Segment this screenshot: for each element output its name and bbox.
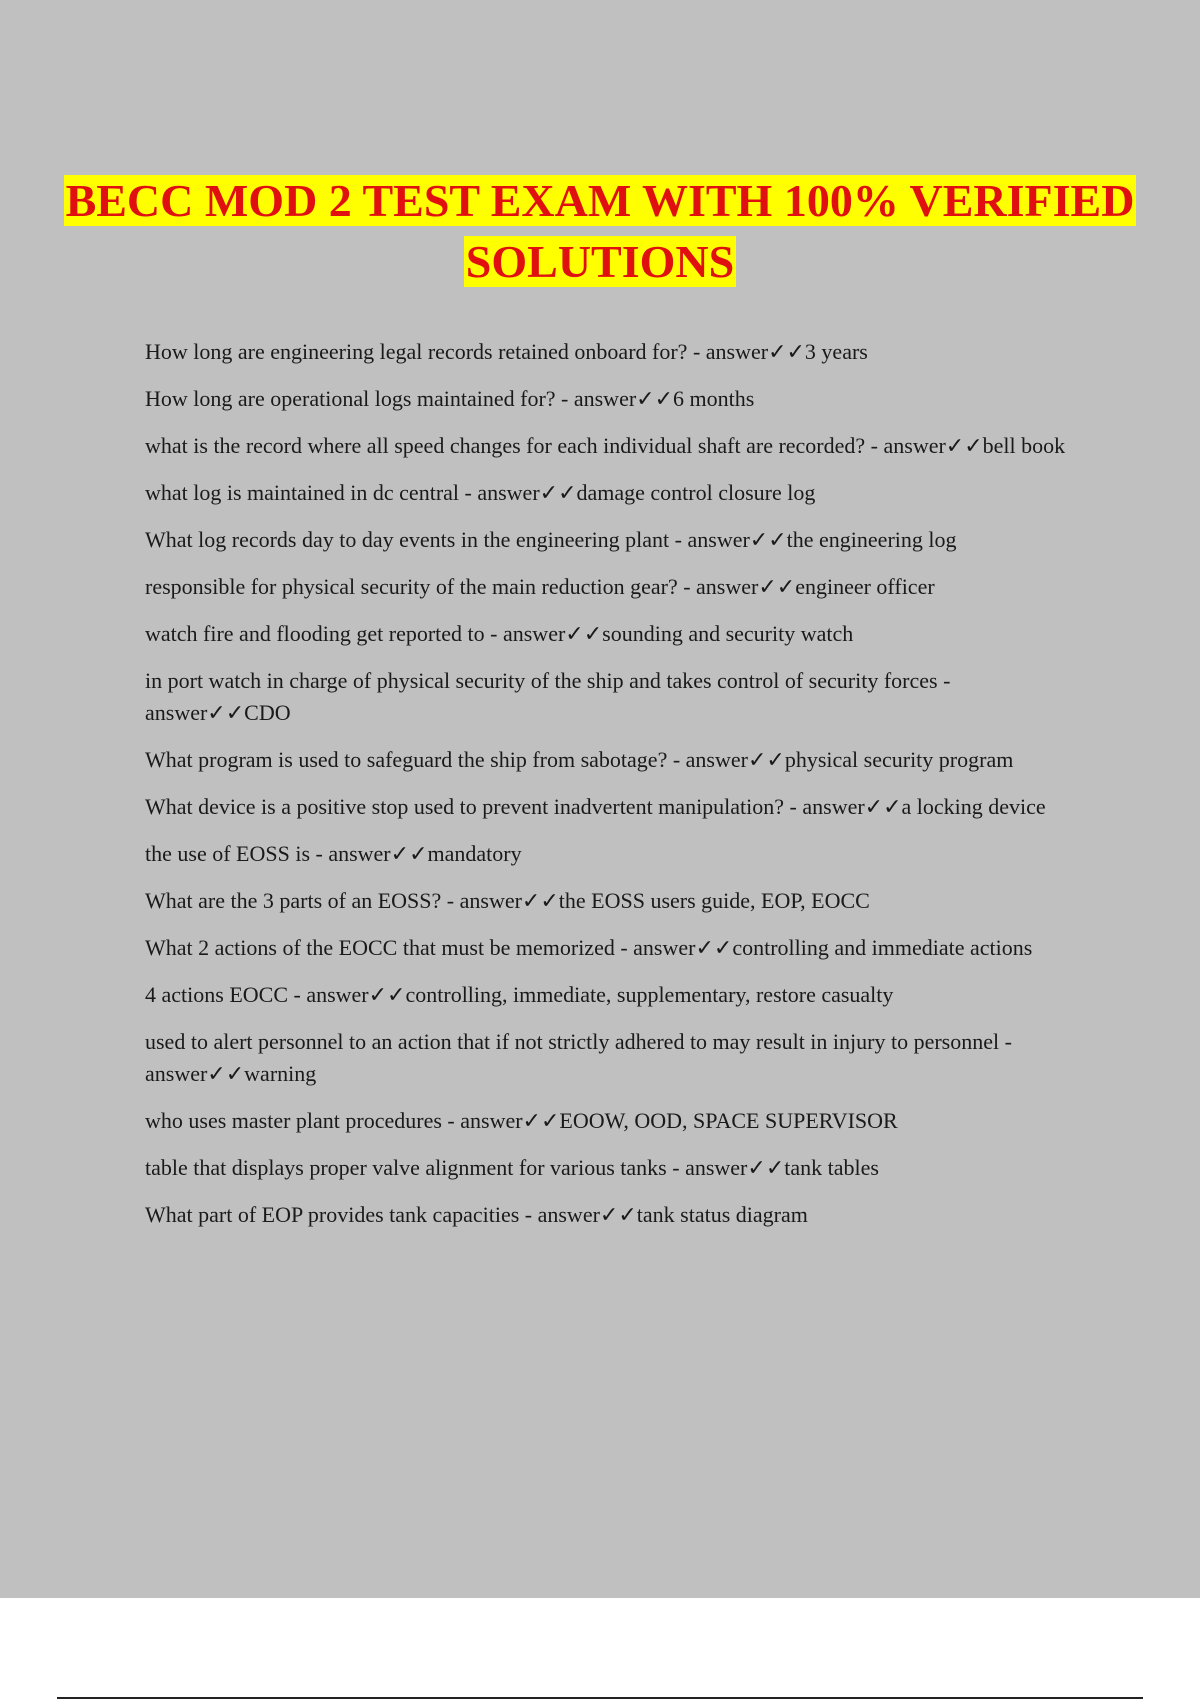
qa-item: who uses master plant procedures - answer✓✓EOOW, OOD, SPACE SUPERVISOR (145, 1108, 898, 1133)
qa-item: 4 actions EOCC - answer✓✓controlling, immediate, supplementary, restore casualty (145, 982, 894, 1007)
qa-item: What part of EOP provides tank capacities - answer✓✓tank status diagram (145, 1202, 808, 1227)
document-title: BECC MOD 2 TEST EXAM WITH 100% VERIFIED SOLUTIONS (65, 175, 1135, 287)
qa-item: What device is a positive stop used to prevent inadvertent manipulation? - answer✓✓a locking device (145, 794, 1046, 819)
footer-divider (57, 1697, 1143, 1699)
qa-item: table that displays proper valve alignment for various tanks - answer✓✓tank tables (145, 1155, 879, 1180)
qa-item: What log records day to day events in the engineering plant - answer✓✓the engineering log (145, 527, 957, 552)
qa-item: watch fire and flooding get reported to - answer✓✓sounding and security watch (145, 621, 854, 646)
qa-item: what is the record where all speed changes for each individual shaft are recorded? - answer✓✓bell book (145, 433, 1066, 458)
qa-item: What 2 actions of the EOCC that must be memorized - answer✓✓controlling and immediate actions (145, 935, 1033, 960)
qa-item: responsible for physical security of the main reduction gear? - answer✓✓engineer officer (145, 574, 935, 599)
qa-item: How long are operational logs maintained for? - answer✓✓6 months (145, 386, 755, 411)
qa-item: the use of EOSS is - answer✓✓mandatory (145, 841, 522, 866)
qa-item: in port watch in charge of physical security of the ship and takes control of security forces - answer✓✓CDO (145, 668, 951, 725)
qa-item: What are the 3 parts of an EOSS? - answer✓✓the EOSS users guide, EOP, EOCC (145, 888, 870, 913)
qa-item: How long are engineering legal records retained onboard for? - answer✓✓3 years (145, 339, 868, 364)
qa-item: what log is maintained in dc central - answer✓✓damage control closure log (145, 480, 816, 505)
title-container (0, 170, 1200, 292)
qa-list (145, 336, 1085, 1246)
qa-item: What program is used to safeguard the ship from sabotage? - answer✓✓physical security program (145, 747, 1014, 772)
qa-item: used to alert personnel to an action that if not strictly adhered to may result in injury to personnel - answer✓✓warning (145, 1029, 1012, 1086)
